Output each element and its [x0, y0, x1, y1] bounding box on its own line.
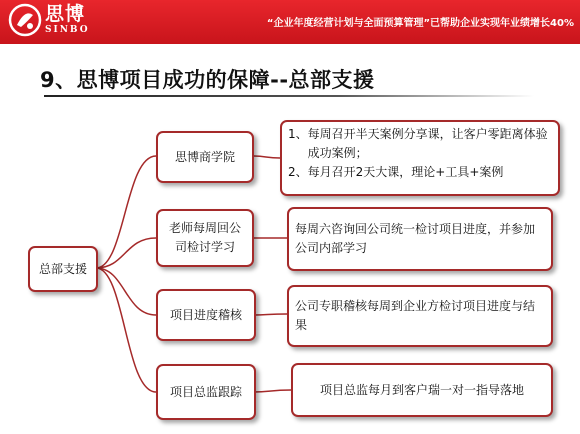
- desc-text: 每周六咨询回公司统一检讨项目进度，并参加公司内部学习: [295, 222, 536, 255]
- desc-item: 2、 每月召开2天大课，理论+工具+案例: [288, 165, 504, 179]
- branch-label: 老师每周回公司检讨学习: [168, 221, 241, 254]
- branch-label: 项目总监跟踪: [169, 384, 242, 399]
- header-slogan: “企业年度经营计划与全面预算管理”已帮助企业实现年业绩增长40%: [266, 18, 574, 29]
- branch-label: 思博商学院: [174, 149, 235, 164]
- desc-business-school: [280, 120, 560, 196]
- root-node: [28, 246, 98, 292]
- desc-teacher-review: [287, 207, 553, 271]
- root-label: 总部支援: [38, 261, 87, 276]
- connector-branch-4-desc: [254, 390, 291, 392]
- branch-node-teacher-review: [156, 209, 254, 267]
- slide-title: 9、思博项目成功的保障--总部支援: [40, 68, 375, 92]
- connector-branch-1-desc: [252, 156, 280, 158]
- connector-root-branch-1: [96, 156, 156, 268]
- desc-text: 公司专职稽核每周到企业方检讨项目进度与结果: [295, 299, 536, 332]
- logo-chinese-text: 思博: [45, 3, 86, 25]
- desc-progress-audit: [287, 285, 553, 347]
- logo-english-text: SINBO: [45, 25, 90, 35]
- branch-node-progress-audit: [156, 289, 256, 341]
- branch-label: 项目进度稽核: [169, 307, 242, 322]
- connector-root-branch-3: [96, 268, 156, 315]
- desc-director-tracking: [291, 363, 553, 417]
- connector-root-branch-4: [96, 268, 156, 392]
- branch-node-director-tracking: [156, 364, 256, 420]
- connector-branch-3-desc: [254, 314, 287, 315]
- branch-node-business-school: [156, 131, 254, 183]
- desc-text: 项目总监每月到客户瑞一对一指导落地: [319, 382, 524, 397]
- desc-item: 1、 每周召开半天案例分享课，让客户零距离体验成功案例；: [288, 127, 548, 160]
